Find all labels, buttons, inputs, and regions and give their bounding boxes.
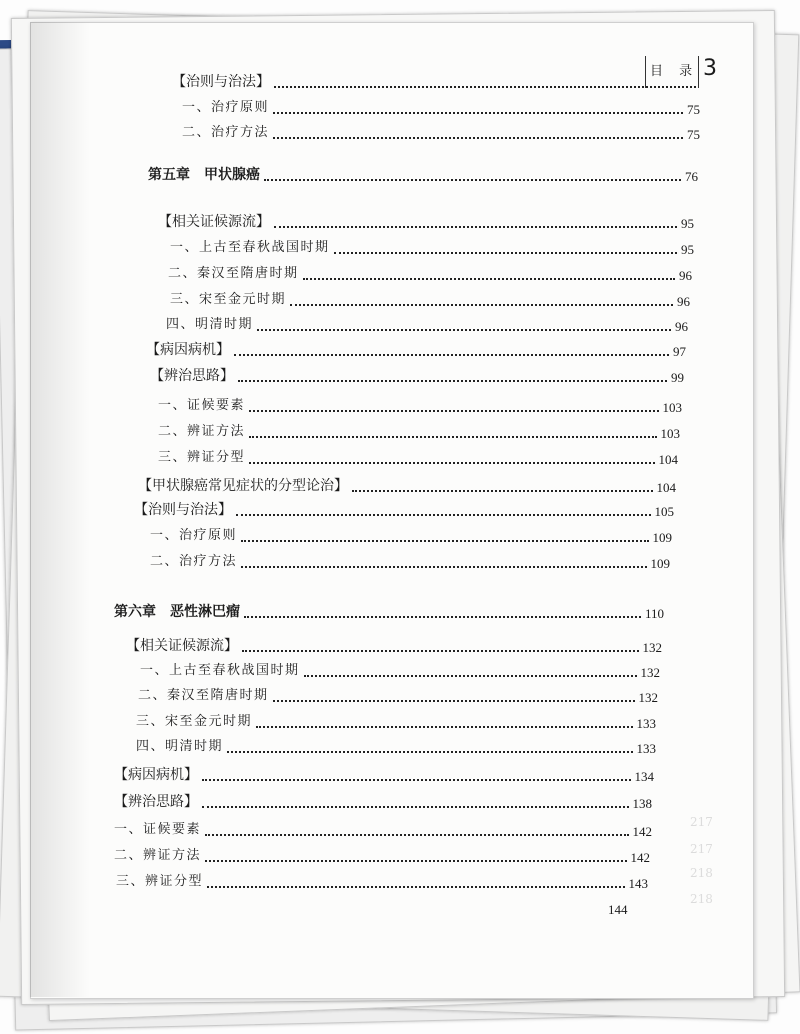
toc-entry-label: 一、治疗原则 — [182, 100, 270, 115]
toc-item-row — [150, 552, 670, 572]
dot-leader — [244, 616, 641, 618]
toc-page-number: 142 — [630, 850, 650, 865]
toc-entry-label: 三、辨证分型 — [116, 874, 204, 889]
dot-leader — [304, 675, 637, 677]
dot-leader — [236, 514, 651, 516]
toc-entry-label: 一、上古至春秋战国时期 — [140, 663, 300, 678]
dot-leader — [234, 354, 669, 356]
toc-entry-label: 【相关证候源流】 — [158, 214, 270, 230]
toc-page-number: 110 — [644, 606, 664, 621]
dot-leader — [274, 86, 696, 88]
toc-page-number: 105 — [654, 504, 674, 519]
toc-entry-label: 【病因病机】 — [146, 342, 230, 358]
page-number: 3 — [703, 56, 717, 81]
toc-section-row — [126, 636, 662, 656]
dot-leader — [249, 436, 656, 438]
toc-item-row — [138, 686, 658, 706]
toc-entry-label: 二、秦汉至隋唐时期 — [168, 266, 299, 281]
toc-page-number: 109 — [650, 556, 670, 571]
toc-page-number: 75 — [687, 102, 700, 117]
dot-leader — [241, 540, 648, 542]
dot-leader — [274, 226, 677, 228]
toc-section-row — [134, 500, 674, 520]
toc-section-row — [146, 340, 686, 360]
toc-entry-label: 【病因病机】 — [114, 767, 198, 783]
toc-section-row — [150, 366, 684, 386]
toc-page-number: 95 — [681, 242, 694, 257]
toc-chapter-row — [148, 165, 698, 185]
toc-entry-label: 【辨治思路】 — [114, 794, 198, 810]
toc-entry-label: 一、证候要素 — [114, 822, 202, 837]
toc-page-number: 134 — [634, 769, 654, 784]
toc-entry-label: 三、辨证分型 — [158, 450, 246, 465]
toc-item-row — [158, 422, 680, 442]
dot-leader — [290, 304, 673, 306]
toc-chapter-row — [114, 602, 664, 622]
dot-leader — [352, 490, 653, 492]
toc-page-number: 132 — [640, 665, 660, 680]
bleed-through-number: 217 — [690, 842, 713, 856]
toc-item-row — [166, 315, 688, 335]
toc-page-number: 133 — [636, 741, 656, 756]
toc-page-number: 132 — [638, 690, 658, 705]
bleed-through-number: 218 — [690, 866, 713, 880]
dot-leader — [241, 566, 646, 568]
toc-page-number: 109 — [652, 530, 672, 545]
toc-page-number: 96 — [679, 268, 692, 283]
toc-page-number: 104 — [658, 452, 678, 467]
toc-item-row — [150, 526, 672, 546]
dot-leader — [273, 112, 683, 114]
toc-entry-label: 【辨治思路】 — [150, 368, 234, 384]
toc-entry-label: 一、治疗原则 — [150, 528, 238, 543]
bleed-through-number: 217 — [690, 815, 713, 829]
toc-entry-label: 二、辨证方法 — [114, 848, 202, 863]
toc-entry-label: 二、治疗方法 — [182, 125, 270, 140]
toc-entry-label: 三、宋至金元时期 — [136, 714, 253, 729]
toc-item-row — [136, 712, 656, 732]
toc-item-row — [114, 846, 650, 866]
toc-item-row — [136, 737, 656, 757]
toc-item-row — [182, 98, 700, 118]
toc-item-row — [158, 448, 678, 468]
toc-section-row — [158, 212, 694, 232]
dot-leader — [303, 278, 675, 280]
toc-page-number: 97 — [673, 344, 686, 359]
toc-page-number: 133 — [636, 716, 656, 731]
toc-entry-label: 【相关证候源流】 — [126, 638, 238, 654]
toc-entry-label: 四、明清时期 — [166, 317, 254, 332]
toc-entry-label: 【甲状腺癌常见症状的分型论治】 — [138, 478, 348, 494]
dot-leader — [249, 410, 658, 412]
toc-entry-label: 【治则与治法】 — [172, 74, 270, 90]
toc-page-number: 104 — [656, 480, 676, 495]
toc-page-number: 96 — [675, 319, 688, 334]
dot-leader — [334, 252, 677, 254]
toc-entry-label: 第五章 甲状腺癌 — [148, 167, 260, 183]
dot-leader — [273, 700, 635, 702]
toc-page-number: 132 — [642, 640, 662, 655]
toc-item-row — [114, 820, 652, 840]
toc-entry-label: 一、上古至春秋战国时期 — [170, 240, 330, 255]
toc-page-number: 99 — [671, 370, 684, 385]
toc-entry-label: 二、秦汉至隋唐时期 — [138, 688, 269, 703]
toc-section-row — [172, 72, 700, 92]
toc-page-number: 95 — [681, 216, 694, 231]
dot-leader — [238, 380, 667, 382]
dot-leader — [273, 137, 683, 139]
toc-page-number: 143 — [628, 876, 648, 891]
dot-leader — [264, 179, 681, 181]
toc-entry-label: 二、治疗方法 — [150, 554, 238, 569]
toc-item-row — [600, 898, 648, 918]
dot-leader — [202, 779, 631, 781]
toc-entry-label: 【治则与治法】 — [134, 502, 232, 518]
toc-entry-label: 三、宋至金元时期 — [170, 292, 287, 307]
toc-page-number: 138 — [632, 796, 652, 811]
toc-page-number: 103 — [662, 400, 682, 415]
dot-leader — [205, 860, 626, 862]
dot-leader — [205, 834, 628, 836]
toc-item-row — [140, 661, 660, 681]
toc-item-row — [116, 872, 648, 892]
dot-leader — [257, 329, 671, 331]
dot-leader — [249, 462, 654, 464]
toc-entry-label: 四、明清时期 — [136, 739, 224, 754]
toc-page-number: 75 — [687, 127, 700, 142]
toc-item-row — [168, 264, 692, 284]
toc-entry-label: 二、辨证方法 — [158, 424, 246, 439]
toc-item-row — [182, 123, 700, 143]
dot-leader — [227, 751, 632, 753]
toc-section-row — [114, 792, 652, 812]
toc-entry-label: 一、证候要素 — [158, 398, 246, 413]
bleed-through-number: 218 — [690, 892, 713, 906]
toc-item-row — [170, 290, 690, 310]
toc-page-number: 144 — [608, 902, 628, 917]
toc-section-row — [114, 765, 654, 785]
toc-section-row — [138, 476, 676, 496]
toc-item-row — [170, 238, 694, 258]
dot-leader — [202, 806, 629, 808]
toc-item-row — [158, 396, 682, 416]
toc-entry-label: 第六章 恶性淋巴瘤 — [114, 604, 240, 620]
dot-leader — [207, 886, 624, 888]
toc-page-number: 103 — [660, 426, 680, 441]
toc-page-number: 76 — [685, 169, 698, 184]
toc-page-number: 142 — [632, 824, 652, 839]
dot-leader — [242, 650, 639, 652]
dot-leader — [256, 726, 632, 728]
toc-page-number: 96 — [677, 294, 690, 309]
running-title: 目 录 — [650, 64, 699, 79]
